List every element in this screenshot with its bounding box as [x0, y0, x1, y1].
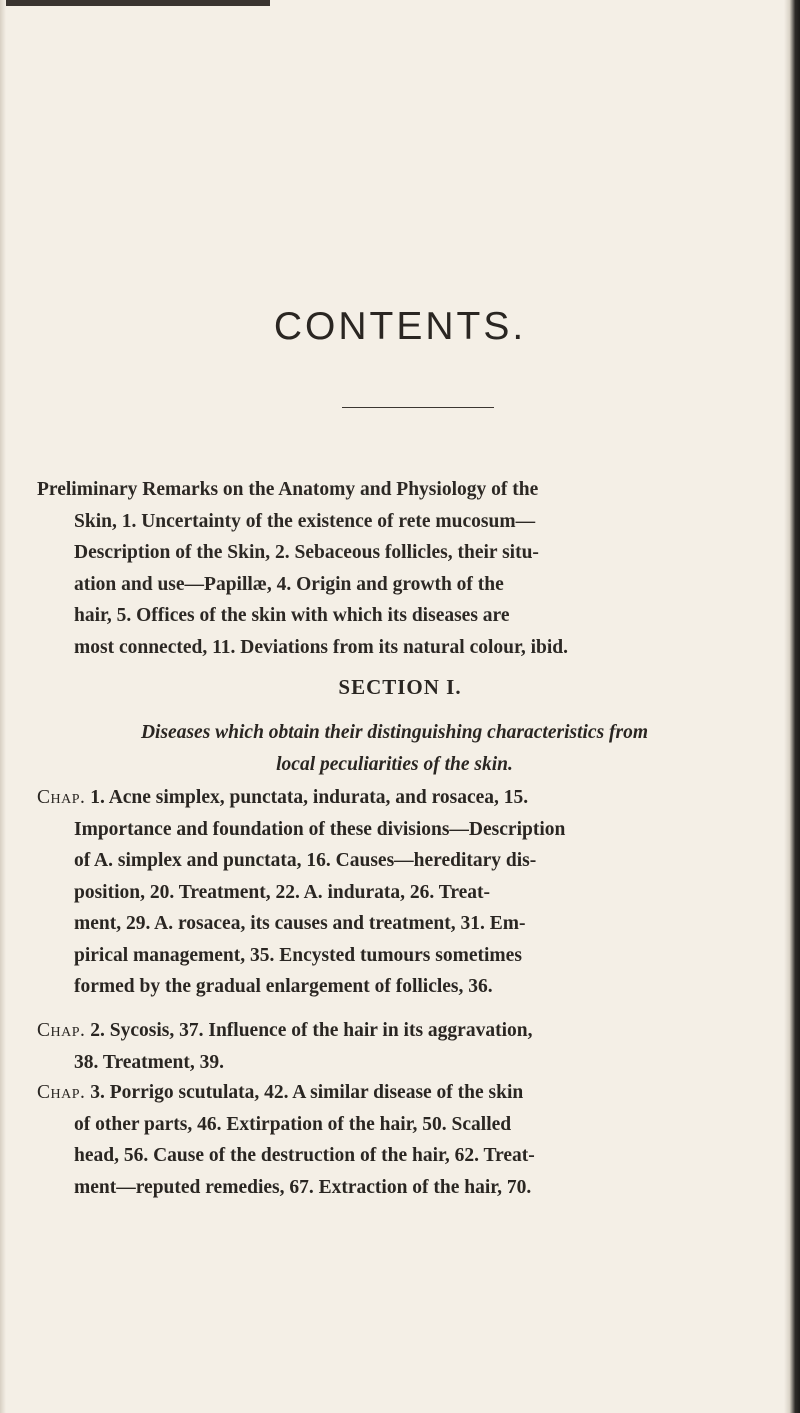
chapter-line: formed by the gradual enlargement of follicles, 36. — [74, 976, 493, 997]
prelim-line: Description of the Skin, 2. Sebaceous follicles, their situ- — [74, 542, 539, 563]
prelim-line: Preliminary Remarks on the Anatomy and Physiology of the — [37, 479, 539, 500]
chapter-line: 3. Porrigo scutulata, 42. A similar disease of the skin — [90, 1082, 524, 1103]
chapter-line: Importance and foundation of these divisions—Description — [74, 818, 566, 840]
chapter-label: Chap. — [37, 787, 86, 808]
chapter-line: of other parts, 46. Extirpation of the hair, 50. Scalled — [74, 1113, 512, 1135]
chapter-line: head, 56. Cause of the destruction of the hair, 62. Treat- — [74, 1145, 535, 1166]
chapter-line: ment, 29. A. rosacea, its causes and treatment, 31. Em- — [74, 913, 526, 934]
subtitle-line: Diseases which obtain their distinguishing characteristics from — [140, 722, 649, 743]
chapter-entry — [37, 1077, 752, 1203]
prelim-line: hair, 5. Offices of the skin with which its diseases are — [74, 605, 510, 626]
title-divider — [342, 407, 494, 408]
section-subtitle — [37, 717, 752, 780]
chapter-line: 2. Sycosis, 37. Influence of the hair in its aggravation, — [90, 1020, 533, 1041]
page-title: CONTENTS. — [273, 305, 527, 348]
page-top-shadow — [0, 0, 270, 6]
preliminary-remarks — [37, 474, 752, 663]
chapter-line: position, 20. Treatment, 22. A. indurata, 26. Treat- — [74, 881, 491, 903]
section-heading: SECTION I. — [338, 675, 462, 699]
chapter-line: ment—reputed remedies, 67. Extraction of the hair, 70. — [74, 1176, 532, 1198]
prelim-line: most connected, 11. Deviations from its natural colour, ibid. — [74, 636, 569, 658]
chapter-entry — [37, 782, 752, 1003]
chapter-label: Chap. — [37, 1020, 86, 1041]
chapter-line: 1. Acne simplex, punctata, indurata, and rosacea, 15. — [90, 787, 529, 808]
prelim-line: Skin, 1. Uncertainty of the existence of rete mucosum— — [74, 510, 536, 532]
page-binding-edge — [784, 0, 800, 1413]
page-left-edge — [0, 0, 6, 1413]
chapter-label: Chap. — [37, 1082, 86, 1103]
prelim-line: ation and use—Papillæ, 4. Origin and growth of the — [74, 573, 504, 595]
chapter-line: pirical management, 35. Encysted tumours sometimes — [74, 944, 522, 966]
chapter-entry — [37, 1015, 752, 1078]
chapter-line: of A. simplex and punctata, 16. Causes—hereditary dis- — [74, 850, 537, 871]
subtitle-line: local peculiarities of the skin. — [276, 753, 513, 775]
chapter-line: 38. Treatment, 39. — [74, 1051, 225, 1073]
